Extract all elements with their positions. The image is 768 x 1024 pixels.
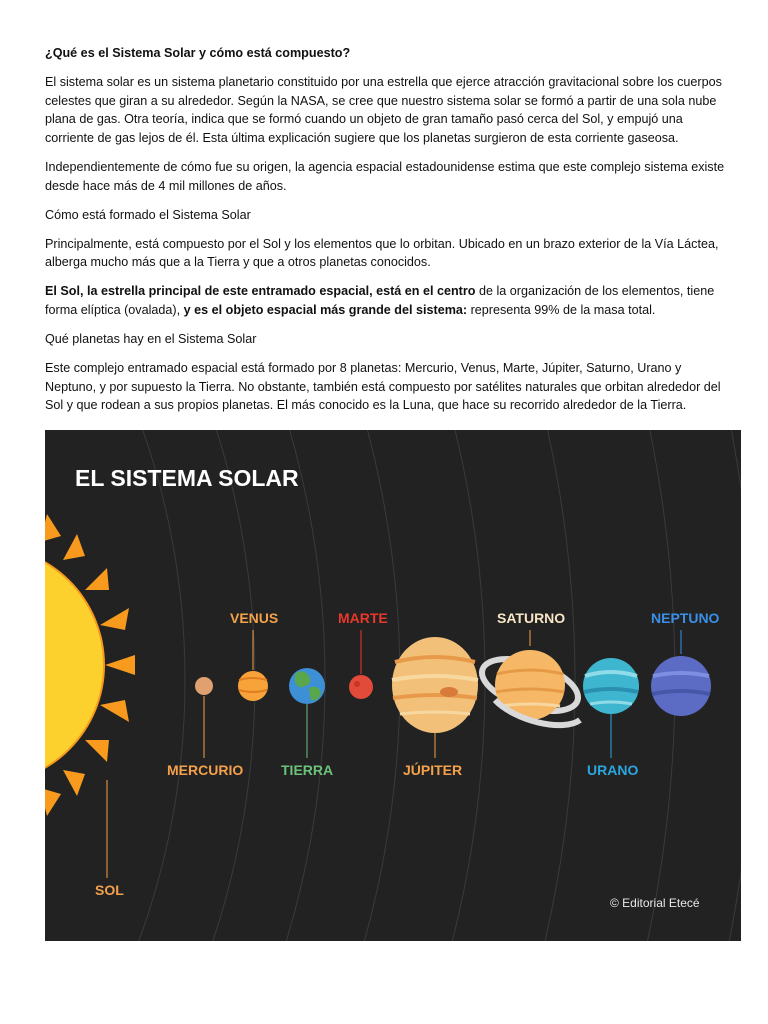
document-body	[45, 44, 725, 426]
paragraph-age: Independientemente de cómo fue su origen, la agencia espacial estadounidense estima que este complejo sistema existe desde hace más de 4 mil millones de años.	[45, 159, 725, 193]
label-venus: VENUS	[230, 610, 279, 626]
paragraph-planets: Este complejo entramado espacial está formado por 8 planetas: Mercurio, Venus, Marte, Júpiter, Saturno, Urano y Neptuno, y por supuesto la Tierra. No obstante, también está compuesto por satélites naturales que orbitan alrededor del Sol y que rodean a sus propios planetas. El más conocido es la Luna, que hace su recorrido alrededor de la Tierra.	[45, 361, 721, 413]
label-neptuno: NEPTUNO	[651, 610, 720, 626]
label-mercurio: MERCURIO	[167, 762, 244, 778]
document-heading: ¿Qué es el Sistema Solar y cómo está compuesto?	[45, 46, 351, 60]
label-sol: SOL	[95, 882, 124, 898]
label-jupiter: JÚPITER	[403, 762, 463, 778]
mercurio-planet-icon	[195, 677, 213, 695]
subheading-formation: Cómo está formado el Sistema Solar	[45, 207, 251, 222]
paragraph-origin: El sistema solar es un sistema planetario constituido por una estrella que ejerce atracción gravitacional sobre los cuerpos celestes que giran a su alrededor. Según la NASA, se cree que nuestro sistema solar se formó a partir de una sola nube plana de gas. Otra teoría, indica que se formó cuando un objeto de gran tamaño pasó cerca del Sol, y empujó una corriente de gas lejos de él. Esta última explicación sugiere que los planetas surgieron de esta corriente gaseosa.	[45, 75, 722, 145]
label-urano: URANO	[587, 762, 639, 778]
paragraph-sun: El Sol, la estrella principal de este entramado espacial, está en el centro de la organización de los elementos, tiene forma elíptica (ovalada), y es el objeto espacial más grande del sistema: representa 99% de la masa total.	[45, 284, 715, 318]
label-saturno: SATURNO	[497, 610, 566, 626]
marte-planet-icon	[349, 675, 373, 699]
subheading-planets: Qué planetas hay en el Sistema Solar	[45, 332, 257, 347]
label-marte: MARTE	[338, 610, 388, 626]
jupiter-planet-icon	[392, 637, 478, 733]
solar-system-infographic	[45, 430, 741, 941]
figure-title: EL SISTEMA SOLAR	[75, 465, 299, 491]
urano-planet-icon	[583, 658, 639, 714]
figure-credit: © Editorial Etecé	[610, 896, 700, 910]
neptuno-planet-icon	[651, 656, 711, 716]
tierra-planet-icon	[289, 668, 325, 704]
label-tierra: TIERRA	[281, 762, 334, 778]
venus-planet-icon	[238, 671, 268, 701]
paragraph-composition: Principalmente, está compuesto por el Sol y los elementos que lo orbitan. Ubicado en un brazo exterior de la Vía Láctea, alberga mucho más que a la Tierra y que a otros planetas conocidos.	[45, 236, 719, 270]
